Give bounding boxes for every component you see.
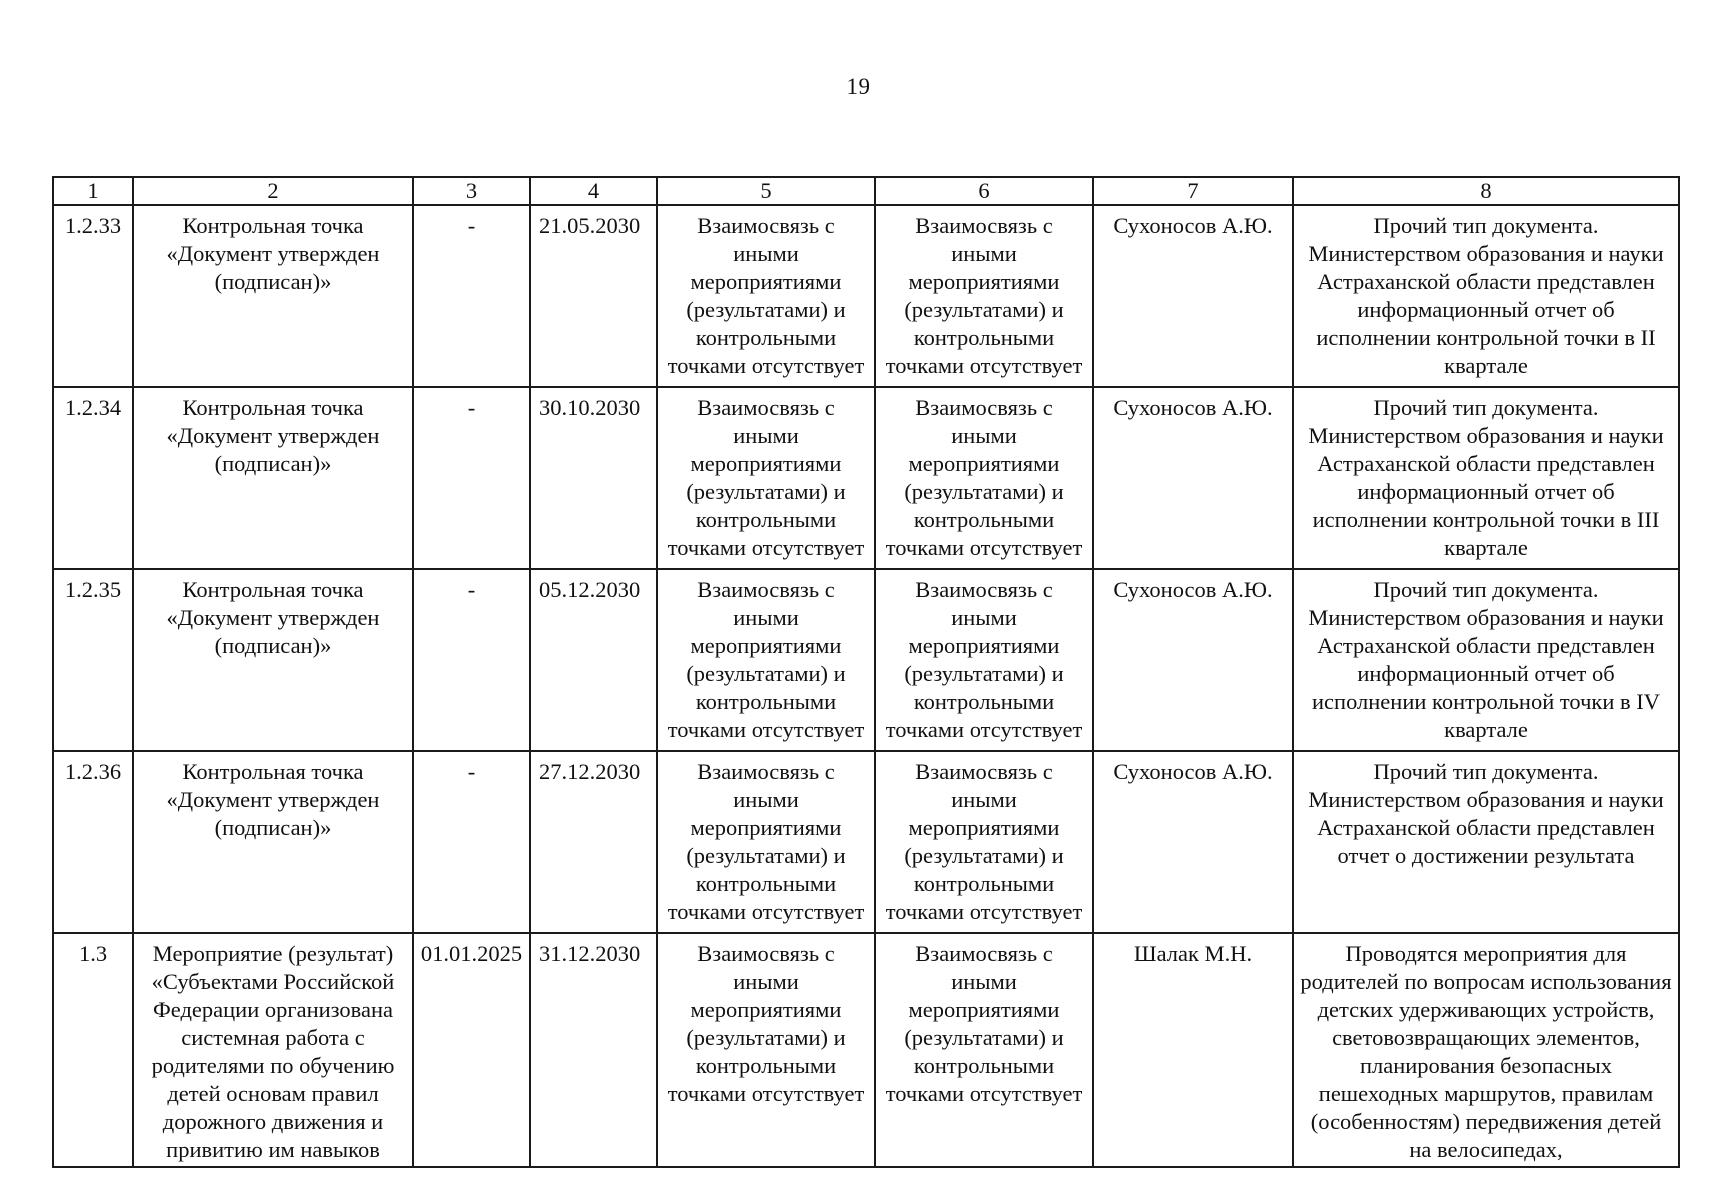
row-link-after: Взаимосвязь с иными мероприятиями (результатами) и контрольными точками отсутствует: [875, 569, 1093, 751]
row-document: Проводятся мероприятия для родителей по вопросам использования детских удерживающих устройств, световозвращающих элементов, планирования безопасных пешеходных маршрутов, правилам (особенностям) передвижения детей на велосипедах,: [1293, 933, 1679, 1167]
row-link-before: Взаимосвязь с иными мероприятиями (результатами) и контрольными точками отсутствует: [657, 387, 875, 569]
row-number: 1.2.35: [53, 569, 133, 751]
row-name: Контрольная точка «Документ утвержден (подписан)»: [133, 751, 413, 933]
row-number: 1.3: [53, 933, 133, 1167]
row-responsible: Сухоносов А.Ю.: [1093, 205, 1293, 387]
row-link-before: Взаимосвязь с иными мероприятиями (результатами) и контрольными точками отсутствует: [657, 205, 875, 387]
table-row: [53, 387, 1679, 569]
row-link-after: Взаимосвязь с иными мероприятиями (результатами) и контрольными точками отсутствует: [875, 387, 1093, 569]
row-number: 1.2.34: [53, 387, 133, 569]
row-name: Контрольная точка «Документ утвержден (подписан)»: [133, 205, 413, 387]
row-end-date: 30.10.2030: [530, 387, 657, 569]
row-responsible: Сухоносов А.Ю.: [1093, 751, 1293, 933]
row-name: Мероприятие (результат) «Субъектами Российской Федерации организована системная работа с родителями по обучению детей основам правил дорожного движения и привитию им навыков: [133, 933, 413, 1167]
row-end-date: 31.12.2030: [530, 933, 657, 1167]
row-link-after: Взаимосвязь с иными мероприятиями (результатами) и контрольными точками отсутствует: [875, 933, 1093, 1167]
page-number: 19: [846, 74, 871, 99]
column-header: 5: [657, 177, 875, 205]
row-responsible: Сухоносов А.Ю.: [1093, 569, 1293, 751]
column-header: 8: [1293, 177, 1679, 205]
row-link-after: Взаимосвязь с иными мероприятиями (результатами) и контрольными точками отсутствует: [875, 205, 1093, 387]
column-header: 4: [530, 177, 657, 205]
column-header: 7: [1093, 177, 1293, 205]
row-start-date: 01.01.2025: [413, 933, 530, 1167]
row-link-before: Взаимосвязь с иными мероприятиями (результатами) и контрольными точками отсутствует: [657, 751, 875, 933]
row-document: Прочий тип документа. Министерством образования и науки Астраханской области представлен информационный отчет об исполнении контрольной точки в II квартале: [1293, 205, 1679, 387]
column-header: 3: [413, 177, 530, 205]
row-link-before: Взаимосвязь с иными мероприятиями (результатами) и контрольными точками отсутствует: [657, 933, 875, 1167]
table-row: [53, 751, 1679, 933]
row-responsible: Шалак М.Н.: [1093, 933, 1293, 1167]
row-start-date: -: [413, 569, 530, 751]
table-row: [53, 933, 1679, 1167]
row-name: Контрольная точка «Документ утвержден (подписан)»: [133, 569, 413, 751]
row-document: Прочий тип документа. Министерством образования и науки Астраханской области представлен информационный отчет об исполнении контрольной точки в III квартале: [1293, 387, 1679, 569]
row-document: Прочий тип документа. Министерством образования и науки Астраханской области представлен информационный отчет об исполнении контрольной точки в IV квартале: [1293, 569, 1679, 751]
row-number: 1.2.33: [53, 205, 133, 387]
row-end-date: 21.05.2030: [530, 205, 657, 387]
column-header: 6: [875, 177, 1093, 205]
row-start-date: -: [413, 387, 530, 569]
row-name: Контрольная точка «Документ утвержден (подписан)»: [133, 387, 413, 569]
column-header: 2: [133, 177, 413, 205]
row-document: Прочий тип документа. Министерством образования и науки Астраханской области представлен отчет о достижении результата: [1293, 751, 1679, 933]
column-header: 1: [53, 177, 133, 205]
plan-table: [52, 176, 1680, 1168]
row-number: 1.2.36: [53, 751, 133, 933]
row-responsible: Сухоносов А.Ю.: [1093, 387, 1293, 569]
header-row: [53, 177, 1679, 205]
table-row: [53, 569, 1679, 751]
row-start-date: -: [413, 205, 530, 387]
row-end-date: 27.12.2030: [530, 751, 657, 933]
row-link-before: Взаимосвязь с иными мероприятиями (результатами) и контрольными точками отсутствует: [657, 569, 875, 751]
row-end-date: 05.12.2030: [530, 569, 657, 751]
table-row: [53, 205, 1679, 387]
row-start-date: -: [413, 751, 530, 933]
row-link-after: Взаимосвязь с иными мероприятиями (результатами) и контрольными точками отсутствует: [875, 751, 1093, 933]
